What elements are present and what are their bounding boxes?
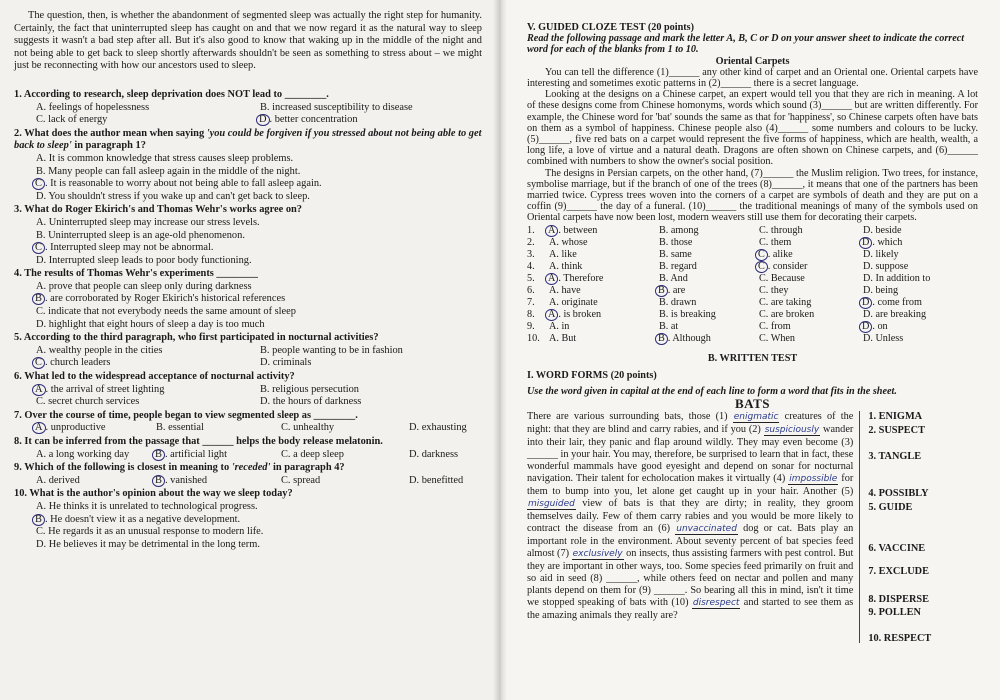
answer-option-text: D. He believes it may be detrimental in the long term. [36, 538, 260, 550]
cloze-option-text: 9. [527, 320, 535, 332]
cloze-option-text: D. beside [863, 224, 902, 236]
answer-option-text: B. essential [156, 422, 204, 434]
answer-option [409, 422, 482, 435]
answer-options [14, 102, 482, 127]
question-item [14, 436, 482, 461]
question-stem [14, 462, 482, 475]
cloze-option [759, 333, 863, 345]
handwritten-answer: enigmatic [733, 412, 779, 423]
cloze-option [659, 225, 759, 237]
answer-options [14, 501, 482, 551]
answer-option [36, 345, 260, 358]
question-stem: 4. The results of Thomas Wehr's experiments ________ [14, 268, 258, 280]
cloze-option-text: B. drawn [659, 296, 697, 308]
answer-option [260, 357, 482, 370]
cloze-option-text: alike [770, 248, 793, 260]
cloze-option-text: C. When [759, 332, 796, 344]
answer-option-text: C. unhealthy [281, 422, 335, 434]
answer-option [36, 255, 482, 268]
cloze-option [549, 237, 659, 249]
answer-option [36, 539, 482, 552]
question-stem: 8. It can be inferred from the passage that ______ helps the body release melatonin. [14, 436, 383, 447]
answer-option-text: better concentration [272, 114, 358, 126]
question-stem-part: 2. What does the author mean when saying [14, 127, 207, 139]
cloze-option [659, 321, 759, 333]
cloze-option-text: B. And [659, 272, 688, 284]
cloze-option [759, 237, 863, 249]
cloze-option-text: C. are broken [759, 308, 815, 320]
cloze-option-text: 10. [527, 332, 540, 344]
answer-option-text: C. He regards it as an unusual response to modern life. [36, 526, 264, 538]
question-stem: 7. Over the course of time, people began to view segmented sleep as ________. [14, 409, 358, 421]
cloze-option [759, 225, 863, 237]
circled-answer-mark: C [755, 249, 768, 261]
cloze-option [759, 297, 863, 309]
answer-option [156, 422, 281, 435]
answer-option-text: B. increased susceptibility to disease [260, 101, 413, 113]
cloze-option: C . alike [759, 249, 863, 261]
answer-option-text: B. people wanting to be in fashion [260, 344, 403, 356]
bats-text-segment: for them to bump into you, let alone get caught up in your hair. Another (5) [527, 473, 854, 498]
answer-option-text: B. Uninterrupted sleep is an age-old phenomenon. [36, 229, 245, 241]
answer-option-text: artificial light [167, 448, 227, 460]
question-item [14, 128, 482, 204]
circled-answer-mark: B [32, 514, 45, 526]
circled-answer-mark: C [32, 242, 45, 254]
answer-options [14, 281, 482, 331]
cloze-option-text: 7. [527, 296, 535, 308]
key-word: 3. TANGLE [868, 451, 922, 463]
answer-option: B . artificial light [156, 449, 281, 462]
cloze-option: C . consider [759, 261, 863, 273]
cloze-option-text: A. think [549, 260, 583, 272]
answer-options [14, 475, 482, 488]
answer-option: C . Interrupted sleep may not be abnormal. [36, 242, 482, 255]
cloze-option [759, 321, 863, 333]
answer-option-text: A. He thinks it is unrelated to technological progress. [36, 500, 258, 512]
cloze-option-text: Although [670, 332, 711, 344]
cloze-option-text: C. through [759, 224, 803, 236]
cloze-item-number [527, 249, 549, 261]
answer-option [281, 475, 409, 488]
handwritten-answer: disrespect [692, 597, 740, 608]
question-item [14, 89, 482, 127]
question-item [14, 371, 482, 409]
reading-questions [14, 89, 482, 551]
cloze-option-text: A. But [549, 332, 577, 344]
cloze-option: A . is broken [549, 309, 659, 321]
cloze-option [549, 333, 659, 345]
cloze-option-text: B. is breaking [659, 308, 716, 320]
answer-option-text: D. the hours of darkness [260, 396, 362, 408]
cloze-option [549, 321, 659, 333]
answer-option: C . church leaders [36, 357, 260, 370]
cloze-option [549, 297, 659, 309]
answer-option [36, 475, 156, 488]
answer-option-text: D. darkness [409, 448, 459, 460]
cloze-item-number [527, 237, 549, 249]
answer-option-text: D. benefitted [409, 474, 464, 486]
cloze-option-text: 8. [527, 308, 535, 320]
answer-option [260, 345, 482, 358]
cloze-option [659, 261, 759, 273]
answer-option-text: B. religious persecution [260, 383, 359, 395]
cloze-option-text: B. regard [659, 260, 697, 272]
answer-option-text: vanished [167, 474, 208, 486]
cloze-option-text: C. from [759, 320, 791, 332]
cloze-option-text: 4. [527, 260, 535, 272]
circled-answer-mark: B [32, 293, 45, 305]
cloze-option-text: D. likely [863, 248, 899, 260]
passage-paragraph: The designs in Persian carpets, on the other hand, (7)______ the Muslim religion. Two trees, for instance, symbolise marriage, but if the branch of one of the trees (8)______, it means that one of the partners has been married twice. Cypress trees woven into the corners of a carpet are symbols of death and they are put on a coffin (9)______ the day of a funeral. (10)______ the traditional meanings of many of the symbols used on Oriental carpets have now been lost, modern weavers still use them for decorating their carpets. [527, 167, 978, 224]
circled-answer-mark: D [859, 297, 872, 309]
cloze-option-text: C. are taking [759, 296, 812, 308]
cloze-option-text: between [560, 224, 598, 236]
cloze-passage [527, 67, 978, 224]
question-item [14, 462, 482, 487]
cloze-option-text: Therefore [560, 272, 604, 284]
circled-answer-mark: A [545, 273, 558, 285]
cloze-section-title: V. GUIDED CLOZE TEST (20 points) [527, 22, 695, 33]
cloze-option-text: D. suppose [863, 260, 909, 272]
answer-option [36, 114, 260, 127]
cloze-option-text: which [874, 236, 903, 248]
circled-answer-mark: D [859, 321, 872, 333]
cloze-option-text: 3. [527, 248, 535, 260]
cloze-option-text: D. are breaking [863, 308, 927, 320]
bats-text-segment: on insects, thus assisting farmers with pest control. But they are important in other ways, too. Some species feed primarily on fruit and so aid in seed (8) ______, while others feed on nectar and pollen and many plants depend on them for (9) ______. So bearing all this in mind, isn't it time we stopped speaking of bats with (10) [527, 547, 854, 608]
question-stem: 3. What do Roger Ekirich's and Thomas Wehr's works agree on? [14, 204, 302, 216]
key-word: 2. SUSPECT [868, 425, 925, 437]
cloze-option [549, 249, 659, 261]
answer-option [36, 281, 482, 294]
answer-option-text: D. exhausting [409, 422, 467, 434]
answer-option [36, 230, 482, 243]
cloze-option [863, 333, 978, 345]
answer-option [260, 384, 482, 397]
cloze-option-text: consider [770, 260, 808, 272]
answer-option [36, 306, 482, 319]
cloze-option: A . between [549, 225, 659, 237]
reading-passage-end: The question, then, is whether the abandonment of segmented sleep was actually the right step for humanity. Certainly, the fact that uninterrupted sleep has caught on and that we now regard it as the natural way to sleep suggests it wasn't a bad step after all. But it's also good to know that waking up in the middle of the night and not being able to get back to sleep shortly afterwards shouldn't be seen as something to stress about – we might just be reconnecting with how our ancestors used to sleep. [14, 10, 482, 72]
question-stem: 10. What is the author's opinion about the way we sleep today? [14, 488, 293, 500]
key-word: 9. POLLEN [868, 607, 921, 619]
answer-option: C . It is reasonable to worry about not being able to fall asleep again. [36, 178, 482, 191]
cloze-option [863, 273, 978, 285]
answer-option-text: unproductive [48, 422, 106, 434]
cloze-option [659, 273, 759, 285]
written-test-title: B. WRITTEN TEST [707, 352, 798, 364]
word-forms-title: I. WORD FORMS (20 points) [527, 369, 657, 381]
question-stem-quote: 'receded' [231, 462, 271, 474]
answer-option-text: A. feelings of hopelessness [36, 101, 150, 113]
circled-answer-mark: C [32, 357, 45, 369]
handwritten-answer: unvaccinated [676, 524, 737, 535]
answer-option-text: A. Uninterrupted sleep may increase our stress levels. [36, 216, 260, 228]
answer-option [36, 526, 482, 539]
bats-text-segment: and started to see them as the amazing animals they really are? [527, 596, 854, 621]
answer-option [281, 449, 409, 462]
cloze-option [863, 285, 978, 297]
passage-paragraph: You can tell the difference (1)______ any other kind of carpet and an Oriental one. Oriental carpets have interesting and sometimes exotic patterns in (2)______ there is a secret language. [527, 66, 978, 90]
cloze-option-text: C. they [759, 284, 789, 296]
answer-options [14, 217, 482, 267]
answer-option: A . the arrival of street lighting [36, 384, 260, 397]
answer-option [36, 217, 482, 230]
answer-option [36, 153, 482, 166]
cloze-option: B . Although [659, 333, 759, 345]
handwritten-answer: exclusively [572, 548, 623, 559]
circled-answer-mark: B [655, 333, 668, 345]
cloze-item-number [527, 285, 549, 297]
word-forms-instruction: Use the word given in capital at the end of each line to form a word that fits in the sheet. [527, 386, 897, 398]
key-word: 1. ENIGMA [868, 411, 923, 423]
answer-option-text: B. Many people can fall asleep again in the middle of the night. [36, 165, 301, 177]
circled-answer-mark: B [655, 285, 668, 297]
cloze-option-text: 5. [527, 272, 535, 284]
cloze-option: D . come from [863, 297, 978, 309]
answer-option [36, 449, 156, 462]
answer-option [36, 166, 482, 179]
bats-passage [527, 411, 853, 643]
key-word: 7. EXCLUDE [868, 566, 929, 578]
circled-answer-mark: A [32, 422, 46, 434]
circled-answer-mark: A [32, 384, 46, 396]
bats-text-segment: There are various surrounding bats, those (1) [527, 411, 733, 423]
answer-option-text: A. prove that people can sleep only during darkness [36, 280, 252, 292]
question-stem: 5. According to the third paragraph, who first participated in nocturnal activities? [14, 332, 379, 344]
cloze-option-text: A. in [549, 320, 570, 332]
answer-option-text: A. wealthy people in the cities [36, 344, 163, 356]
bats-title: BATS [735, 396, 770, 412]
answer-option: B . are corroborated by Roger Ekirich's historical references [36, 293, 482, 306]
question-stem [14, 128, 482, 153]
answer-option [409, 449, 482, 462]
cloze-option-text: 6. [527, 284, 535, 296]
cloze-option-text: D. being [863, 284, 899, 296]
answer-option: D . better concentration [260, 114, 482, 127]
answer-option [260, 396, 482, 409]
circled-answer-mark: B [152, 475, 165, 487]
cloze-option-text: is broken [560, 308, 602, 320]
answer-option-text: A. a long working day [36, 448, 130, 460]
answer-option: B . vanished [156, 475, 281, 488]
answer-option-text: He doesn't view it as a negative development. [47, 513, 241, 525]
cloze-option-text: C. Because [759, 272, 805, 284]
bats-text-segment: view of bats is that they are dirty; in reality, they groom themselves daily. Few of them carry rabies and you would be more likely to contract the disease from an (6) [527, 498, 854, 535]
circled-answer-mark: D [256, 114, 270, 126]
cloze-option [863, 309, 978, 321]
cloze-option-text: come from [874, 296, 922, 308]
question-item [14, 410, 482, 435]
answer-option-text: C. lack of energy [36, 114, 108, 126]
cloze-item-number [527, 333, 549, 345]
handwritten-answer: impossible [789, 474, 838, 485]
question-stem-part: in paragraph 1? [71, 140, 146, 152]
cloze-option: D . on [863, 321, 978, 333]
circled-answer-mark: C [755, 261, 768, 273]
key-words-column [859, 411, 978, 643]
answer-options [14, 422, 482, 435]
cloze-option-text: 2. [527, 236, 535, 248]
answer-option-text: C. spread [281, 474, 321, 486]
cloze-option [659, 297, 759, 309]
cloze-option: B . are [659, 285, 759, 297]
circled-answer-mark: B [152, 449, 165, 461]
answer-option [36, 191, 482, 204]
question-item [14, 488, 482, 551]
cloze-option-text: A. have [549, 284, 581, 296]
cloze-option [759, 273, 863, 285]
cloze-option-text: A. like [549, 248, 577, 260]
passage-paragraph: Looking at the designs on a Chinese carpet, an expert would tell you that they are rich in meaning. A lot of these designs come from Chinese homonyms, words which sound (3)______ but are written differently. For example, the Chinese word for 'bat' sounds the same as that for 'happiness', so Chinese carpets often have bats on them as a symbol of happiness. Chinese people also (4)______ some numbers and colours to be lucky. (5)______, five red bats on a carpet would represent the five forms of happiness, which are health, wealth, a long life, a love of virtue and a natural death. Dragons are often shown on Chinese carpets, and (6)______ combined with numbers to show the owner's social position. [527, 89, 978, 168]
key-word: 5. GUIDE [868, 502, 913, 514]
answer-option-text: A. It is common knowledge that stress causes sleep problems. [36, 152, 294, 164]
cloze-option: A . Therefore [549, 273, 659, 285]
cloze-option-text: B. among [659, 224, 699, 236]
cloze-option [549, 285, 659, 297]
answer-options [14, 449, 482, 462]
cloze-option [863, 261, 978, 273]
cloze-item-number [527, 321, 549, 333]
cloze-option: D . which [863, 237, 978, 249]
question-stem-part: 9. Which of the following is closest in meaning to [14, 462, 232, 474]
cloze-option-text: D. In addition to [863, 272, 931, 284]
answer-option-text: are corroborated by Roger Ekirich's historical references [47, 293, 286, 305]
circled-answer-mark: D [859, 237, 872, 249]
question-stem: 6. What led to the widespread acceptance of nocturnal activity? [14, 371, 295, 383]
cloze-option-text: B. at [659, 320, 679, 332]
circled-answer-mark: A [545, 309, 558, 321]
answer-option [36, 102, 260, 115]
cloze-item-number [527, 261, 549, 273]
cloze-option-text: are [670, 284, 686, 296]
cloze-item-number [527, 297, 549, 309]
cloze-option [759, 309, 863, 321]
answer-option-text: D. highlight that eight hours of sleep a day is too much [36, 318, 265, 330]
circled-answer-mark: A [545, 225, 558, 237]
key-word: 6. VACCINE [868, 543, 926, 555]
answer-option-text: D. Interrupted sleep leads to poor body functioning. [36, 254, 252, 266]
answer-option-text: It is reasonable to worry about not being able to fall asleep again. [47, 178, 322, 190]
cloze-instruction: Read the following passage and mark the letter A, B, C or D on your answer sheet to indicate the correct word for each of the blanks from 1 to 10. [527, 33, 965, 56]
right-page [500, 0, 1000, 700]
question-stem-part: in paragraph 4? [270, 462, 345, 474]
circled-answer-mark: C [32, 178, 45, 190]
answer-options [14, 345, 482, 370]
answer-option [281, 422, 409, 435]
answer-option [36, 319, 482, 332]
question-item [14, 268, 482, 331]
question-item [14, 204, 482, 267]
key-word: 8. DISPERSE [868, 594, 929, 606]
answer-option-text: C. secret church services [36, 396, 140, 408]
answer-option: A . unproductive [36, 422, 156, 435]
cloze-option-text: C. them [759, 236, 792, 248]
cloze-option-text: A. originate [549, 296, 598, 308]
cloze-option [659, 249, 759, 261]
handwritten-answer: misguided [528, 499, 575, 510]
cloze-options-grid [527, 225, 978, 345]
question-item [14, 332, 482, 370]
cloze-option [659, 309, 759, 321]
answer-option [36, 501, 482, 514]
answer-option-text: C. a deep sleep [281, 448, 344, 460]
cloze-option-text: B. those [659, 236, 693, 248]
passage-title: Oriental Carpets [715, 55, 790, 67]
answer-option-text: C. indicate that not everybody needs the same amount of sleep [36, 306, 296, 318]
cloze-option-text: A. whose [549, 236, 588, 248]
cloze-option [759, 285, 863, 297]
answer-option [409, 475, 482, 488]
cloze-option [549, 261, 659, 273]
answer-option-text: D. criminals [260, 357, 312, 369]
cloze-option [863, 225, 978, 237]
answer-option-text: church leaders [47, 357, 111, 369]
cloze-option-text: 1. [527, 224, 535, 236]
word-forms-block [527, 411, 978, 643]
answer-option-text: D. You shouldn't stress if you wake up and can't get back to sleep. [36, 190, 310, 202]
cloze-option [659, 237, 759, 249]
cloze-option-text: on [874, 320, 888, 332]
key-word: 4. POSSIBLY [868, 488, 929, 500]
answer-option-text: Interrupted sleep may not be abnormal. [47, 242, 214, 254]
answer-option [36, 396, 260, 409]
answer-option-text: the arrival of street lighting [48, 383, 165, 395]
answer-options [14, 384, 482, 409]
bats-text-segment: dog or cat. Bats play an important role in the environment. About seventy percent of bat species feed almost (7) [527, 523, 854, 559]
answer-options [14, 153, 482, 203]
answer-option: B . He doesn't view it as a negative development. [36, 514, 482, 527]
question-stem: 1. According to research, sleep deprivation does NOT lead to ________. [14, 88, 329, 100]
handwritten-answer: suspiciously [764, 425, 820, 436]
key-word: 10. RESPECT [868, 633, 932, 645]
answer-option [260, 102, 482, 115]
bats-text-segment: wander into their lair, they panic and flap around wildly. They may even become (3) ______ in your hair. You may, therefore, be surprised to learn that in fact, these wonderful mammals have good eyesight and depend on sonar for nocturnal navigation. Their talent for echolocation makes it virtually (4) [527, 424, 854, 485]
question-stem-quote: 'you could be forgiven if you stressed about not being able to get back to sleep' [14, 127, 482, 152]
cloze-option-text: B. same [659, 248, 692, 260]
answer-option-text: A. derived [36, 474, 80, 486]
cloze-option-text: D. Unless [863, 332, 904, 344]
cloze-option [863, 249, 978, 261]
bats-text-segment: creatures of the night: that they are blind and carry rabies, and if you (2) [527, 411, 854, 436]
